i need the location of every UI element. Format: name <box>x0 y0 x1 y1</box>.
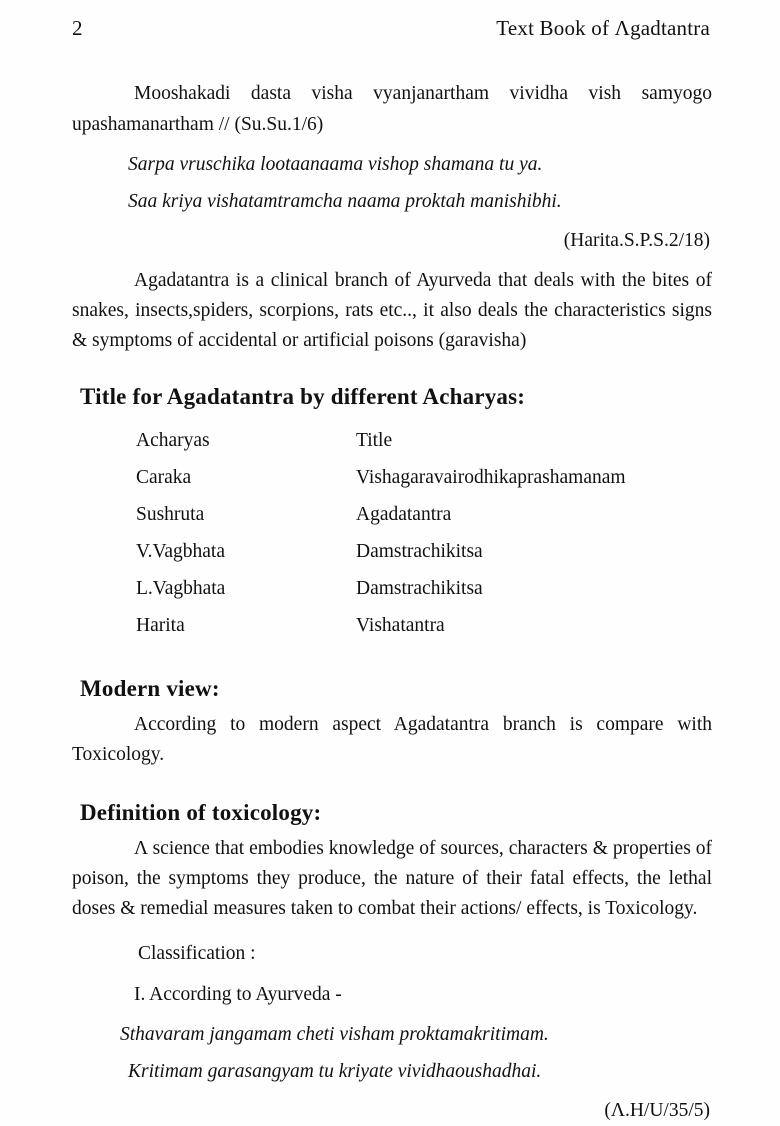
acharya-title: Vishagaravairodhikaprashamanam <box>356 467 626 488</box>
page-number: 2 <box>72 16 83 40</box>
verse-line-harita-2: Saa kriya vishatamtramcha naama proktah manishibhi. <box>128 191 562 212</box>
acharya-name: Harita <box>136 615 185 636</box>
running-head <box>72 16 710 41</box>
acharya-title-table <box>136 422 626 644</box>
table-row <box>136 570 626 607</box>
acharya-title: Damstrachikitsa <box>356 541 483 562</box>
definition-section-heading: Definition of toxicology: <box>80 800 322 825</box>
verse-line-ah-2: Kritimam garasangyam tu kriyate vividhaoushadhai. <box>128 1061 542 1082</box>
modern-view-heading: Modern view: <box>80 676 220 701</box>
titles-section-heading: Title for Agadatantra by different Acharyas: <box>80 384 526 409</box>
column-header-title: Title <box>356 430 393 451</box>
book-title: Text Book of Λgadtantra <box>496 16 710 40</box>
page-content <box>72 78 712 1126</box>
acharya-name: L.Vagbhata <box>136 578 226 599</box>
acharya-name: Caraka <box>136 467 192 488</box>
definition-paragraph: Λ science that embodies knowledge of sources, characters & properties of poison, the symptoms they produce, the nature of their fatal effects, the lethal doses & remedial measures taken to combat their actions/ effects, is Toxicology. <box>72 838 712 919</box>
citation-harita: (Harita.S.P.S.2/18) <box>563 230 710 251</box>
citation-ashtanga-hridaya: (Λ.H/U/35/5) <box>604 1100 710 1121</box>
table-row <box>136 496 626 533</box>
table-row <box>136 459 626 496</box>
verse-line-ah-1: Sthavaram jangamam cheti visham proktamakritimam. <box>120 1024 549 1045</box>
table-row <box>136 607 626 644</box>
acharya-name: V.Vagbhata <box>136 541 225 562</box>
acharya-title: Damstrachikitsa <box>356 578 483 599</box>
table-row <box>136 533 626 570</box>
classification-item-one: I. According to Ayurveda - <box>134 984 342 1005</box>
modern-view-paragraph: According to modern aspect Agadatantra branch is compare with Toxicology. <box>72 714 712 765</box>
column-header-acharyas: Acharyas <box>136 430 210 451</box>
classification-label: Classification : <box>138 943 256 964</box>
acharya-title: Agadatantra <box>356 504 452 525</box>
agadatantra-definition-paragraph: Agadatantra is a clinical branch of Ayurveda that deals with the bites of snakes, insects,spiders, scorpions, rats etc.., it also deals the characteristics signs & symptoms of accidental or artificial poisons (garavisha) <box>72 270 712 351</box>
table-header-row <box>136 422 626 459</box>
acharya-title: Vishatantra <box>356 615 445 636</box>
verse-line-harita-1: Sarpa vruschika lootaanaama vishop shamana tu ya. <box>128 154 543 175</box>
intro-verse-paragraph: Mooshakadi dasta visha vyanjanartham vividha vish samyogo upashamanartham // (Su.Su.1/6) <box>72 83 712 135</box>
acharya-name: Sushruta <box>136 504 205 525</box>
